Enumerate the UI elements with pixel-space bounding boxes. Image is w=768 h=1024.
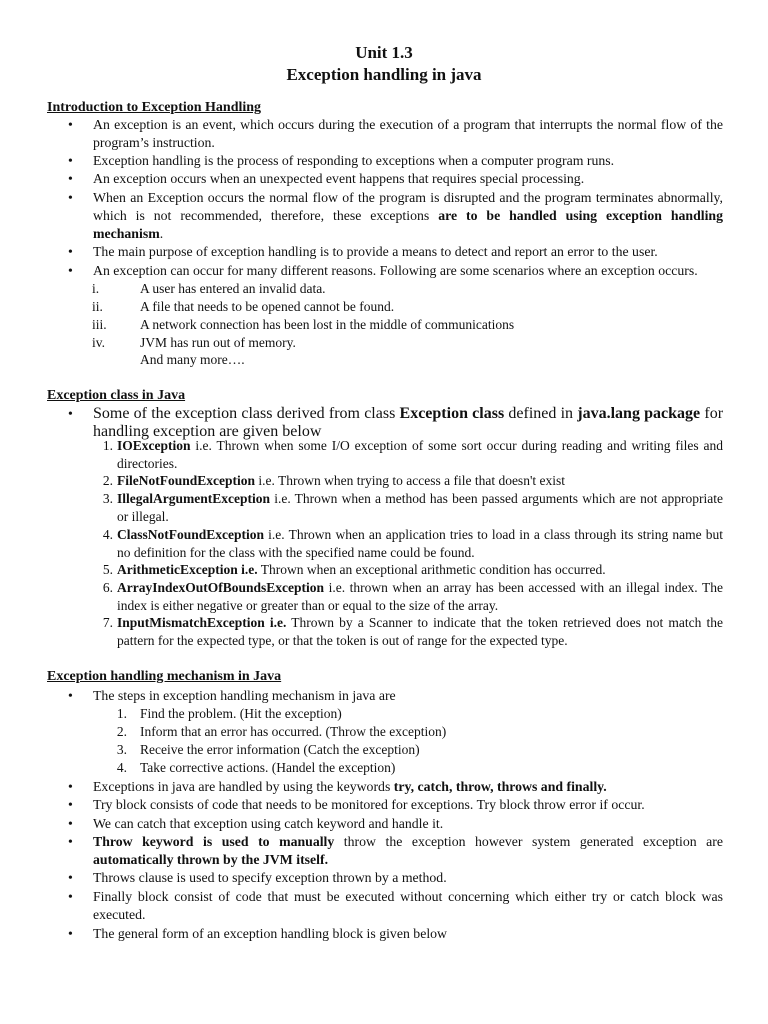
- bullet-glyph: •: [68, 870, 73, 885]
- item-number: 1.: [102, 438, 113, 453]
- item-text: FileNotFoundException i.e. Thrown when trying to access a file that doesn't exist: [117, 473, 565, 488]
- step-text: Find the problem. (Hit the exception): [140, 706, 342, 721]
- step-text: Take corrective actions. (Handel the exception): [140, 760, 396, 775]
- mechanism-bullet-2: Exceptions in java are handled by using the keywords try, catch, throw, throws and finally.: [93, 779, 607, 794]
- bullet-glyph: •: [68, 263, 73, 278]
- item-number: 2.: [102, 473, 113, 488]
- intro-bullet-2: Exception handling is the process of responding to exceptions when a computer program runs.: [93, 153, 615, 168]
- item-number: 4.: [102, 527, 113, 542]
- intro-bullet-1: An exception is an event, which occurs during the execution of a program that interrupts the normal flow of the program’s instruction.: [93, 117, 723, 150]
- bullet-glyph: •: [68, 117, 73, 132]
- scenario-number: iii.: [92, 317, 107, 332]
- item-text: ArrayIndexOutOfBoundsException i.e. thrown when an array has been accessed with an illegal index. The index is either negative or greater than or equal to the size of the array.: [117, 580, 723, 613]
- step-text: Inform that an error has occurred. (Throw the exception): [140, 724, 447, 739]
- bullet-glyph: •: [68, 834, 73, 849]
- item-number: 6.: [102, 580, 113, 595]
- scenario-item: [0, 334, 768, 354]
- item-number: 3.: [102, 491, 113, 506]
- bullet-glyph: •: [68, 889, 73, 904]
- mechanism-bullet-4: We can catch that exception using catch keyword and handle it.: [93, 816, 444, 831]
- scenario-text: A network connection has been lost in the middle of communications: [140, 317, 515, 332]
- step-number: 3.: [116, 742, 127, 757]
- item-text: IOException i.e. Thrown when some I/O exception of some sort occur during reading and writing files and directories.: [117, 438, 723, 471]
- section-heading-intro: Introduction to Exception Handling: [47, 100, 262, 115]
- scenario-number: i.: [92, 281, 100, 296]
- and-many-more: And many more….: [140, 352, 245, 367]
- mechanism-bullet-8: The general form of an exception handling block is given below: [93, 926, 448, 941]
- intro-bullet-5: The main purpose of exception handling is to provide a means to detect and report an error to the user.: [93, 244, 658, 259]
- intro-bullet-4: When an Exception occurs the normal flow of the program is disrupted and the program terminates abnormally, which is not recommended, therefore, these exceptions are to be handled using exception handling mechanism.: [93, 190, 723, 241]
- step-number: 4.: [116, 760, 127, 775]
- bullet-glyph: •: [68, 797, 73, 812]
- item-text: ClassNotFoundException i.e. Thrown when an application tries to load in a class through its string name but no definition for the class with the specified name could be found.: [117, 527, 723, 560]
- bullet-glyph: •: [68, 926, 73, 941]
- section-heading-classes: Exception class in Java: [47, 388, 186, 403]
- mechanism-bullet-1: The steps in exception handling mechanism in java are: [93, 688, 396, 703]
- mechanism-bullet-6: Throws clause is used to specify exception thrown by a method.: [93, 870, 447, 885]
- section-heading-mechanism: Exception handling mechanism in Java: [47, 669, 282, 684]
- bullet-glyph: •: [68, 816, 73, 831]
- bullet-glyph: •: [68, 779, 73, 794]
- intro-bullet-3: An exception occurs when an unexpected event happens that requires special processing.: [93, 171, 585, 186]
- mechanism-bullet-3: Try block consists of code that needs to be monitored for exceptions. Try block throw error if occur.: [93, 797, 645, 812]
- mechanism-bullet-5: Throw keyword is used to manually throw the exception however system generated exception are automatically thrown by the JVM itself.: [93, 834, 723, 867]
- bullet-glyph: •: [68, 244, 73, 259]
- bullet-glyph: •: [68, 688, 73, 703]
- bullet-glyph: •: [68, 190, 73, 205]
- item-text: IllegalArgumentException i.e. Thrown when a method has been passed arguments which are not appropriate or illegal.: [117, 491, 723, 524]
- mechanism-bullet-7: Finally block consist of code that must be executed without concerning which either try or catch block was executed.: [93, 889, 723, 922]
- bullet-glyph: •: [68, 171, 73, 186]
- intro-bullet-6: An exception can occur for many different reasons. Following are some scenarios where an exception occurs.: [93, 263, 698, 278]
- scenario-number: ii.: [92, 299, 103, 314]
- item-number: 7.: [102, 615, 113, 630]
- step-number: 1.: [116, 706, 127, 721]
- unit-title: Unit 1.3: [355, 43, 413, 62]
- scenario-item: [0, 298, 768, 318]
- scenario-item: [0, 280, 768, 300]
- scenario-number: iv.: [92, 335, 105, 350]
- page-title: Exception handling in java: [286, 65, 482, 84]
- item-text: ArithmeticException i.e. Thrown when an exceptional arithmetic condition has occurred.: [117, 562, 606, 577]
- classes-bullet-1: Some of the exception class derived from class Exception class defined in java.lang package for handling exception are given below: [93, 405, 724, 440]
- item-number: 5.: [102, 562, 113, 577]
- item-text: InputMismatchException i.e. Thrown by a Scanner to indicate that the token retrieved does not match the pattern for the expected type, or that the token is out of range for the expected type.: [117, 615, 723, 648]
- step-number: 2.: [116, 724, 127, 739]
- bullet-glyph: •: [68, 406, 73, 421]
- bullet-glyph: •: [68, 153, 73, 168]
- scenario-text: JVM has run out of memory.: [140, 335, 296, 350]
- scenario-text: A file that needs to be opened cannot be found.: [140, 299, 395, 314]
- scenario-text: A user has entered an invalid data.: [140, 281, 326, 296]
- step-text: Receive the error information (Catch the exception): [140, 742, 420, 757]
- scenario-item: [0, 316, 768, 336]
